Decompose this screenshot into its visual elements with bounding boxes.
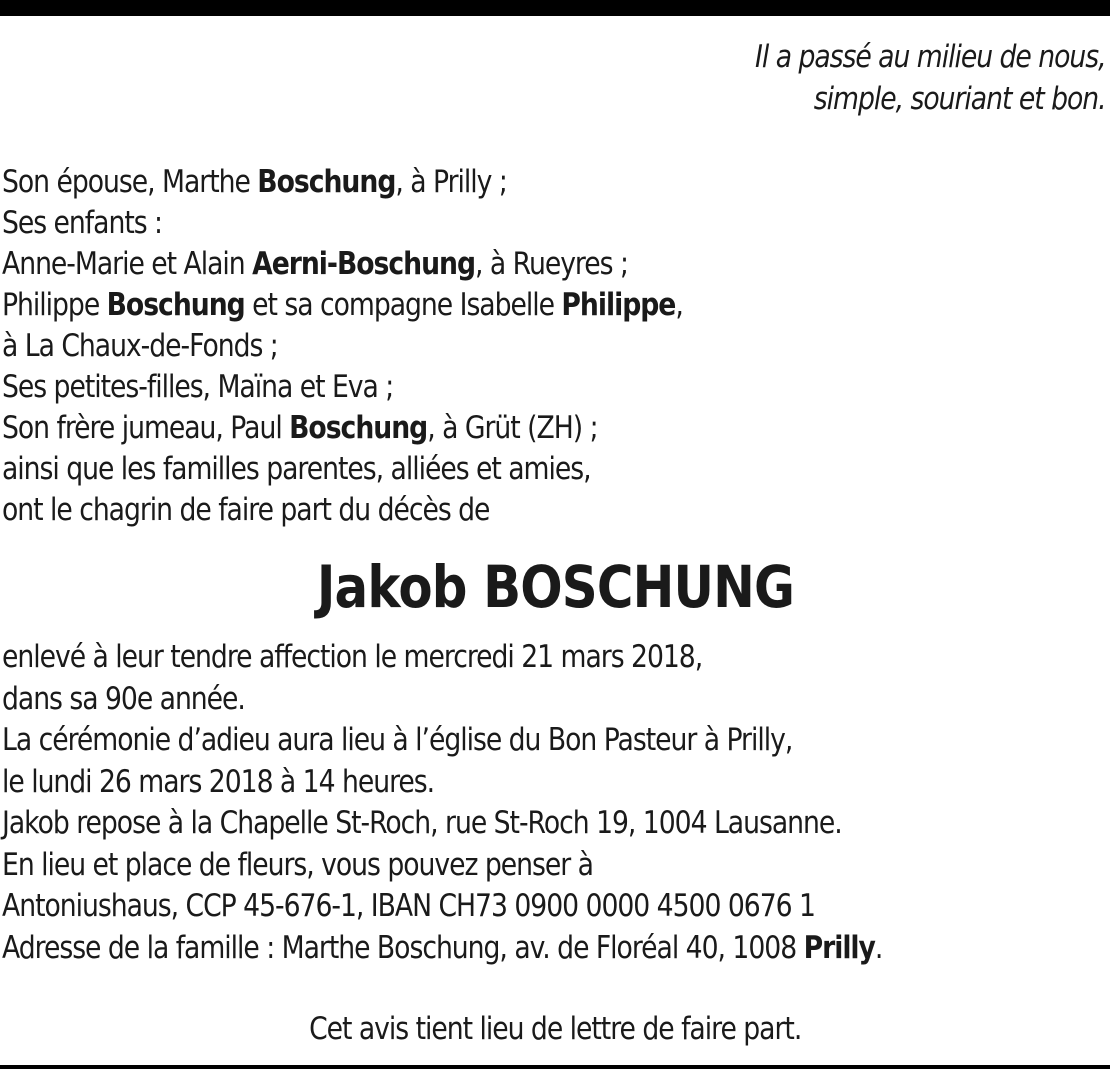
family-spouse-line <box>2 162 683 203</box>
epigraph-line: simple, souriant et bon. <box>814 81 1106 117</box>
text-segment: . <box>874 929 883 966</box>
details-line: le lundi 26 mars 2018 à 14 heures. <box>2 763 435 800</box>
details-line: Antoniushaus, CCP 45-676-1, IBAN CH73 0900 0000 4500 0676 1 <box>2 888 815 924</box>
details-line: Jakob repose à la Chapelle St-Roch, rue St-Roch 19, 1004 Lausanne. <box>2 805 842 841</box>
surname: Boschung <box>289 410 428 446</box>
text-segment: Son frère jumeau, Paul <box>2 410 290 446</box>
family-brother-line <box>2 408 683 449</box>
text-segment: , à Rueyres ; <box>475 246 628 282</box>
surname: Boschung <box>106 287 245 323</box>
details-block <box>2 637 882 969</box>
text-segment: Philippe <box>2 287 107 323</box>
top-border-rule <box>0 0 1110 16</box>
details-line: La cérémonie d’adieu aura lieu à l’église du Bon Pasteur à Prilly, <box>2 722 793 758</box>
family-child-place: à La Chaux-de-Fonds ; <box>2 328 278 364</box>
deceased-name: Jakob BOSCHUNG <box>316 553 794 621</box>
closing-block <box>0 1008 1110 1050</box>
text-segment: Adresse de la famille : Marthe Boschung, av. de Floréal 40, 1008 <box>2 929 804 966</box>
family-grandchildren-line: Ses petites-filles, Maïna et Eva ; <box>2 369 394 405</box>
bottom-border-rule <box>0 1065 1110 1069</box>
details-line: dans sa 90e année. <box>2 680 245 717</box>
text-segment: Son épouse, Marthe <box>2 164 258 200</box>
text-segment: et sa compagne Isabelle <box>244 287 562 323</box>
details-line: enlevé à leur tendre affection le mercredi 21 mars 2018, <box>2 639 703 675</box>
family-address-line <box>2 928 882 970</box>
text-segment: , à Prilly ; <box>395 164 507 200</box>
closing-note: Cet avis tient lieu de lettre de faire part. <box>308 1011 802 1047</box>
deceased-name-block <box>0 552 1110 622</box>
family-list <box>2 162 683 531</box>
epigraph-line: Il a passé au milieu de nous, <box>755 39 1106 75</box>
family-child-line <box>2 285 683 326</box>
family-relatives-line: ainsi que les familles parentes, alliées et amies, <box>2 451 591 487</box>
details-line: En lieu et place de fleurs, vous pouvez penser à <box>2 846 593 883</box>
text-segment: , à Grüt (ZH) ; <box>427 410 598 446</box>
announcement-line: ont le chagrin de faire part du décès de <box>2 492 490 528</box>
children-header: Ses enfants : <box>2 205 163 241</box>
surname: Boschung <box>257 164 396 200</box>
text-segment: Anne-Marie et Alain <box>2 246 253 282</box>
text-segment: , <box>675 287 683 323</box>
address-city: Prilly <box>803 929 875 966</box>
epigraph <box>756 36 1106 120</box>
surname: Aerni-Boschung <box>252 246 476 282</box>
family-child-line <box>2 244 683 285</box>
surname: Philippe <box>561 287 676 323</box>
